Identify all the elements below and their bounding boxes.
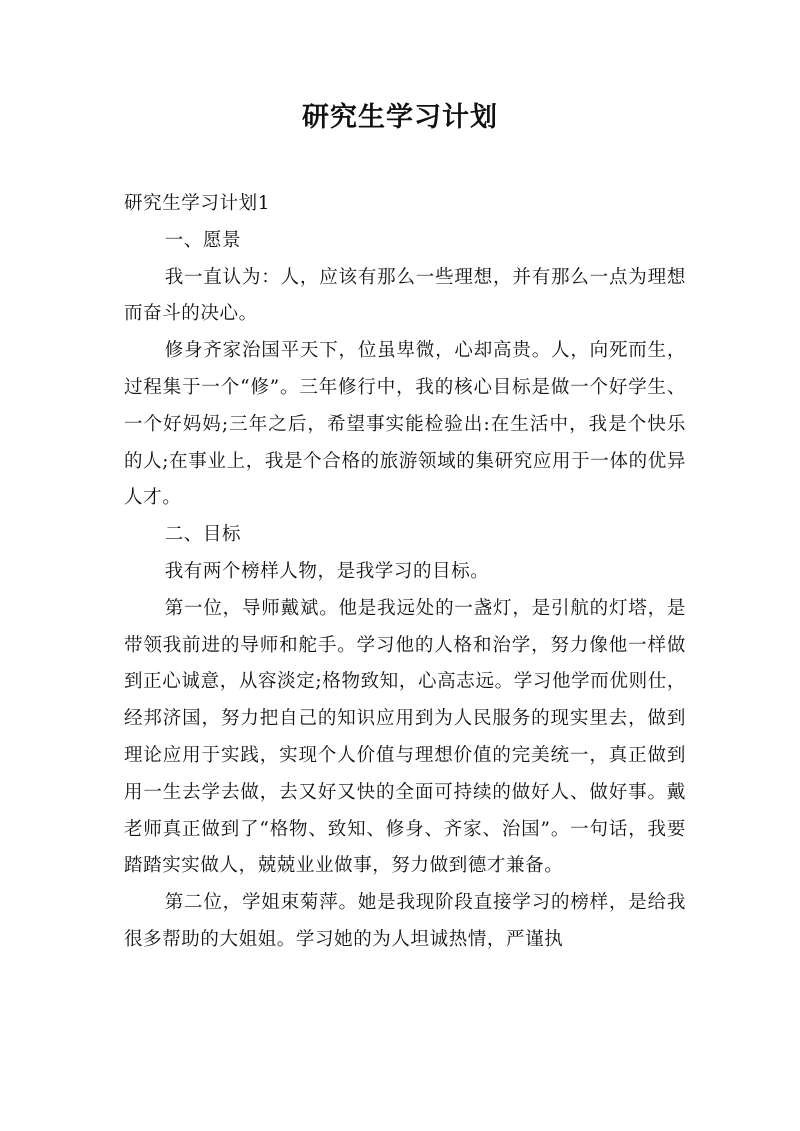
paragraph-second-senior: 第二位，学姐束菊萍。她是我现阶段直接学习的榜样，是给我很多帮助的大姐姐。学习她的为人坦诚热情，严谨执 bbox=[124, 892, 686, 950]
paragraph-section-heading: 研究生学习计划1 bbox=[124, 193, 271, 214]
paragraph-first-mentor: 第一位，导师戴斌。他是我远处的一盏灯，是引航的灯塔，是带领我前进的导师和舵手。学习他的人格和治学，努力像他一样做到正心诚意，从容淡定;格物致知，心高志远。学习他学而优则仕，经邦济国，努力把自己的知识应用到为人民服务的现实里去，做到理论应用于实践，实现个人价值与理想价值的完美统一，真正做到用一生去学去做，去又好又快的全面可持续的做好人、做好事。戴老师真正做到了“格物、致知、修身、齐家、治国”。一句话，我要踏踏实实做人，兢兢业业做事，努力做到德才兼备。 bbox=[124, 597, 686, 877]
paragraph-heading-goals: 二、目标 bbox=[164, 524, 242, 546]
paragraph-ideals: 我一直认为：人，应该有那么一些理想，并有那么一点为理想而奋斗的决心。 bbox=[124, 266, 686, 325]
document-body bbox=[124, 186, 686, 959]
paragraph-heading-vision: 一、愿景 bbox=[164, 229, 242, 251]
document-title: 研究生学习计划 bbox=[302, 102, 498, 133]
paragraph-role-models: 我有两个榜样人物，是我学习的目标。 bbox=[164, 560, 490, 582]
paragraph-self-cultivation: 修身齐家治国平天下，位虽卑微，心却高贵。人，向死而生，过程集于一个“修”。三年修行中，我的核心目标是做一个好学生、一个好妈妈;三年之后，希望事实能检验出:在生活中，我是个快乐的人;在事业上，我是个合格的旅游领域的集研究应用于一体的优异人才。 bbox=[124, 340, 686, 509]
